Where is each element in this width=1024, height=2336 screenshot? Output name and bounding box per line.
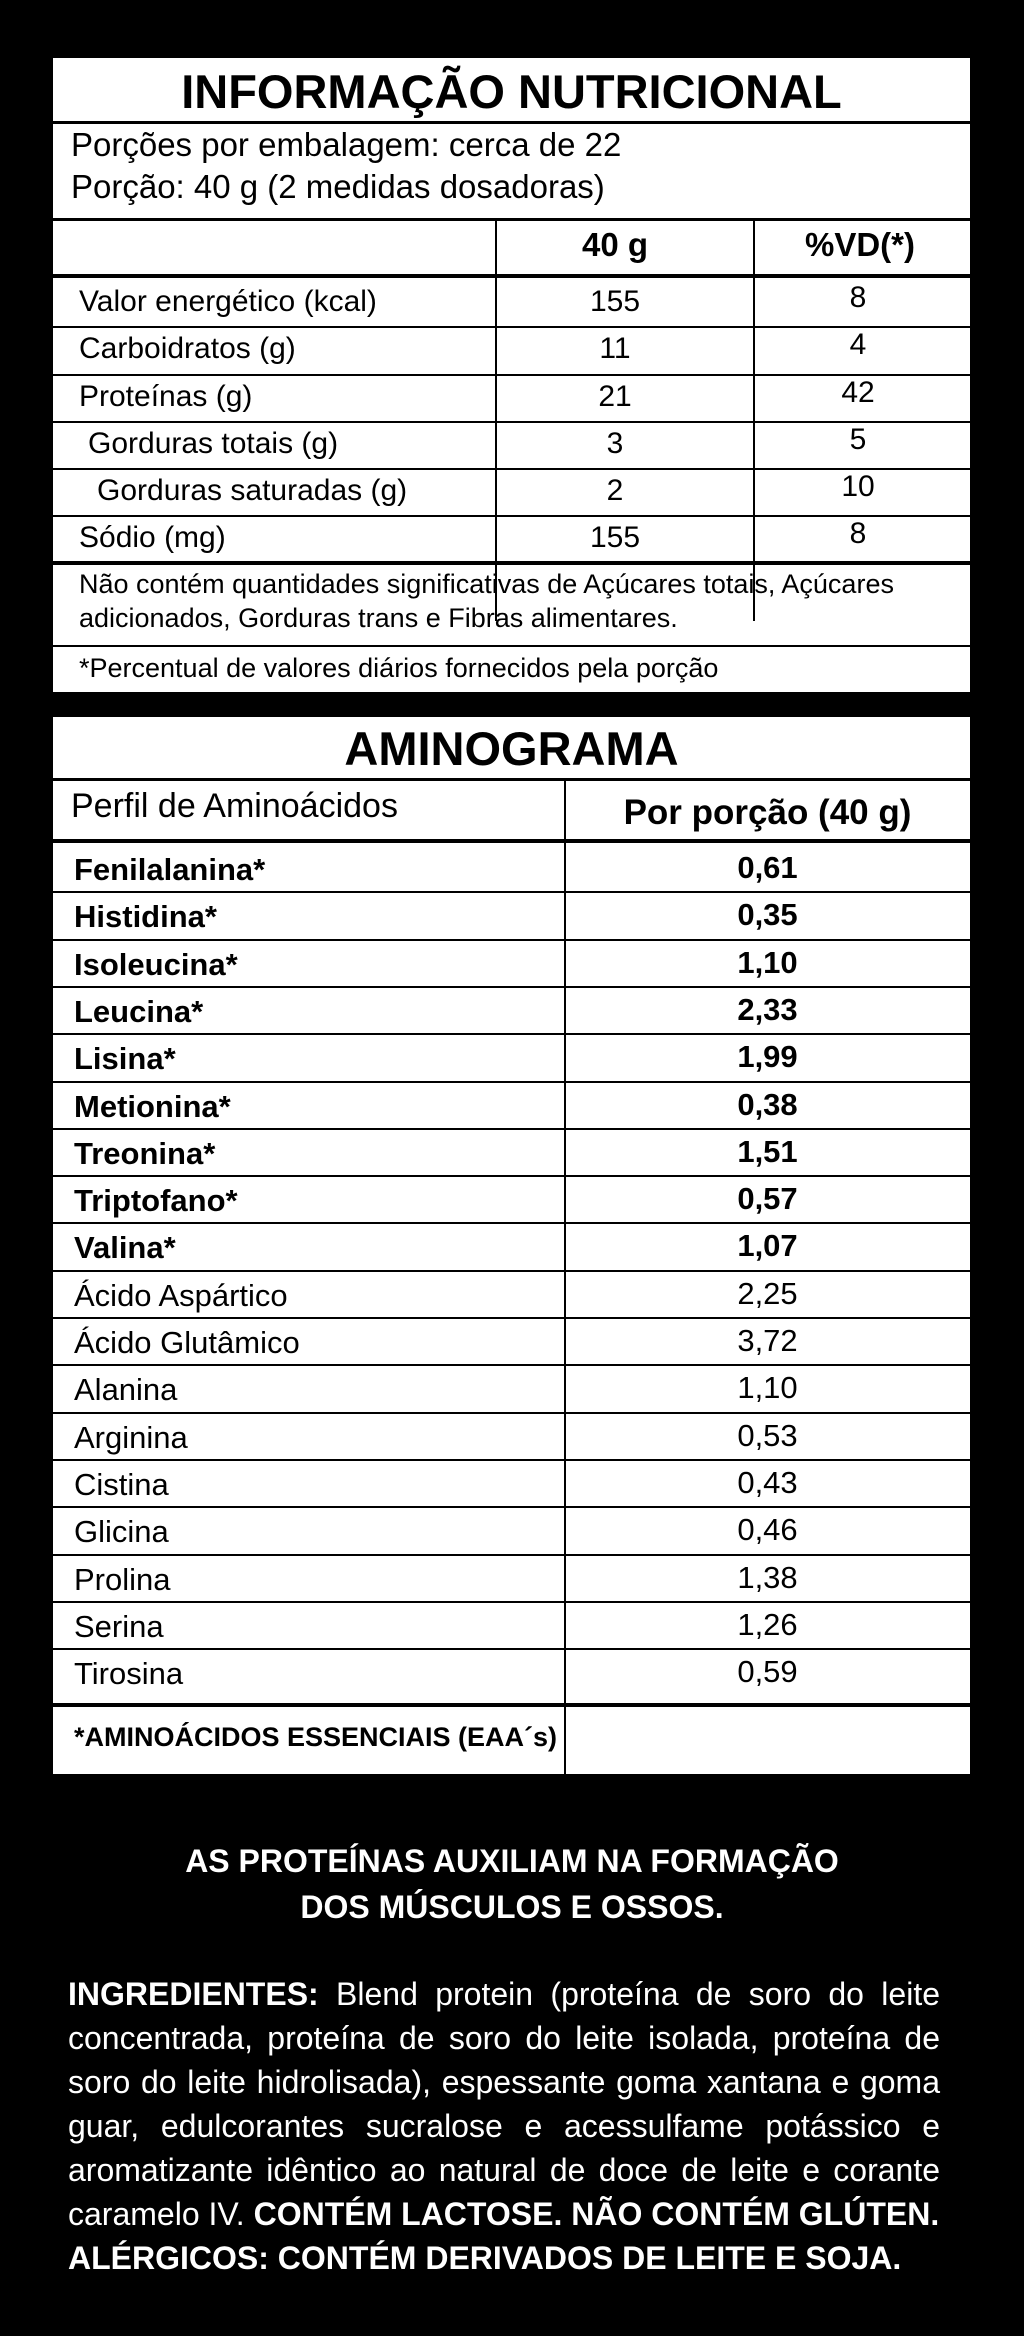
nutrient-amount: 21 bbox=[598, 380, 632, 413]
divider bbox=[53, 1459, 970, 1461]
nutrient-dv: 10 bbox=[841, 470, 875, 503]
amino-acid-name: Triptofano* bbox=[74, 1183, 238, 1219]
amino-acid-value: 0,35 bbox=[737, 897, 798, 933]
amino-acid-name: Leucina* bbox=[74, 993, 204, 1029]
amino-acid-value: 1,99 bbox=[737, 1039, 798, 1075]
divider bbox=[53, 645, 970, 647]
nutrition-footnote: *Percentual de valores diários fornecidos pela porção bbox=[79, 653, 719, 683]
divider bbox=[53, 1364, 970, 1366]
aminogram-title: AMINOGRAMA bbox=[344, 722, 679, 775]
divider bbox=[53, 274, 970, 278]
amino-acid-name: Arginina bbox=[74, 1419, 188, 1455]
amino-acid-name: Valina* bbox=[74, 1230, 176, 1266]
amino-acid-name: Cistina bbox=[74, 1466, 169, 1502]
amino-acid-name: Glicina bbox=[74, 1514, 169, 1550]
lactose-warning: CONTÉM LACTOSE. bbox=[253, 2196, 563, 2232]
ingredients-block bbox=[68, 1972, 940, 2280]
amino-acid-name: Fenilalanina* bbox=[74, 852, 266, 887]
servings-per-package: Porções por embalagem: cerca de 22 bbox=[71, 126, 622, 163]
col-header-profile: Perfil de Aminoácidos bbox=[71, 787, 398, 825]
nutrient-dv: 8 bbox=[849, 517, 867, 550]
divider bbox=[53, 1412, 970, 1414]
health-claim-line: AS PROTEÍNAS AUXILIAM NA FORMAÇÃO bbox=[185, 1843, 839, 1879]
divider bbox=[53, 1554, 970, 1556]
divider bbox=[53, 1128, 970, 1130]
nutrient-label: Proteínas (g) bbox=[79, 380, 253, 413]
divider bbox=[53, 839, 970, 843]
amino-acid-value: 0,46 bbox=[737, 1512, 798, 1548]
amino-acid-value: 2,33 bbox=[737, 991, 798, 1027]
divider bbox=[53, 218, 970, 221]
health-claim-line: DOS MÚSCULOS E OSSOS. bbox=[300, 1889, 724, 1925]
nutrition-facts-panel bbox=[53, 58, 970, 692]
nutrient-dv: 4 bbox=[849, 328, 867, 361]
amino-acid-name: Treonina* bbox=[74, 1135, 216, 1171]
amino-acid-value: 1,07 bbox=[737, 1228, 798, 1264]
divider bbox=[53, 1703, 970, 1707]
divider bbox=[53, 1648, 970, 1650]
amino-acid-name: Lisina* bbox=[74, 1041, 176, 1077]
divider bbox=[53, 1033, 970, 1035]
amino-acid-value: 2,25 bbox=[737, 1275, 798, 1311]
nutrient-label: Valor energético (kcal) bbox=[79, 285, 377, 318]
amino-acid-name: Tirosina bbox=[74, 1656, 184, 1692]
ingredients-text: Blend protein (proteína de soro do leite concentrada, proteína de soro do leite isolada, proteína de soro do leite hidrolisada), espessante goma xantana e goma guar, edulcorantes sucralose e acessulfame potássico e aromatizante idêntico ao natural de doce de leite e corante caramelo IV. bbox=[68, 1976, 940, 2232]
nutrient-amount: 3 bbox=[606, 427, 624, 460]
nutrient-label: Carboidratos (g) bbox=[79, 332, 296, 365]
amino-acid-name: Alanina bbox=[74, 1372, 178, 1408]
nutrient-label: Sódio (mg) bbox=[79, 521, 226, 554]
divider bbox=[53, 1081, 970, 1083]
amino-acid-name: Isoleucina* bbox=[74, 946, 238, 982]
amino-acid-value: 1,38 bbox=[737, 1559, 798, 1595]
divider bbox=[53, 1317, 970, 1319]
divider bbox=[53, 1175, 970, 1177]
nutrient-dv: 5 bbox=[849, 423, 867, 456]
aminogram-panel bbox=[53, 717, 970, 1774]
amino-acid-value: 0,38 bbox=[737, 1086, 798, 1122]
nutrition-note: Não contém quantidades significativas de Açúcares totais, Açúcares bbox=[79, 569, 894, 599]
amino-acid-value: 0,43 bbox=[737, 1464, 798, 1500]
divider bbox=[53, 891, 970, 893]
gluten-warning: NÃO CONTÉM GLÚTEN. bbox=[571, 2196, 940, 2232]
col-header-amount: 40 g bbox=[581, 226, 649, 263]
ingredients-label: INGREDIENTES: bbox=[68, 1976, 319, 2012]
nutrient-amount: 2 bbox=[606, 474, 624, 507]
amino-acid-name: Ácido Aspártico bbox=[74, 1277, 288, 1313]
amino-acid-value: 1,10 bbox=[737, 944, 798, 980]
divider bbox=[53, 561, 970, 565]
divider bbox=[53, 1506, 970, 1508]
amino-acid-name: Ácido Glutâmico bbox=[74, 1325, 300, 1360]
amino-acid-value: 0,61 bbox=[737, 850, 798, 885]
aminogram-footnote: *AMINOÁCIDOS ESSENCIAIS (EAA´s) bbox=[74, 1722, 558, 1752]
allergen-warning: ALÉRGICOS: CONTÉM DERIVADOS DE LEITE E SOJA. bbox=[68, 2240, 902, 2276]
nutrient-dv: 42 bbox=[841, 376, 875, 409]
divider bbox=[53, 1222, 970, 1224]
amino-acid-value: 1,51 bbox=[737, 1133, 798, 1169]
nutrient-amount: 155 bbox=[589, 285, 641, 318]
amino-acid-value: 1,10 bbox=[737, 1370, 798, 1406]
divider bbox=[53, 939, 970, 941]
nutrition-title: INFORMAÇÃO NUTRICIONAL bbox=[181, 65, 842, 118]
amino-acid-value: 0,53 bbox=[737, 1417, 798, 1453]
amino-acid-value: 1,26 bbox=[737, 1606, 798, 1642]
divider bbox=[53, 778, 970, 781]
amino-acid-value: 0,57 bbox=[737, 1181, 798, 1217]
amino-acid-value: 3,72 bbox=[737, 1323, 798, 1358]
amino-acid-name: Metionina* bbox=[74, 1088, 231, 1124]
amino-acid-name: Histidina* bbox=[74, 899, 217, 935]
nutrient-amount: 11 bbox=[599, 332, 631, 365]
col-header-per-serving: Por porção (40 g) bbox=[623, 793, 912, 832]
nutrient-label: Gorduras totais (g) bbox=[88, 427, 339, 460]
nutrition-note: adicionados, Gorduras trans e Fibras alimentares. bbox=[79, 603, 678, 633]
nutrient-dv: 8 bbox=[849, 281, 867, 314]
divider bbox=[53, 986, 970, 988]
serving-size: Porção: 40 g (2 medidas dosadoras) bbox=[71, 168, 605, 205]
col-header-dv: %VD(*) bbox=[804, 226, 915, 263]
nutrient-label: Gorduras saturadas (g) bbox=[97, 474, 408, 507]
divider bbox=[53, 121, 970, 124]
divider bbox=[53, 1270, 970, 1272]
amino-acid-name: Serina bbox=[74, 1608, 164, 1644]
amino-acid-value: 0,59 bbox=[737, 1654, 798, 1690]
divider bbox=[53, 1601, 970, 1603]
health-claim bbox=[0, 1838, 1024, 1930]
nutrient-amount: 155 bbox=[589, 521, 641, 554]
amino-acid-name: Prolina bbox=[74, 1561, 171, 1597]
